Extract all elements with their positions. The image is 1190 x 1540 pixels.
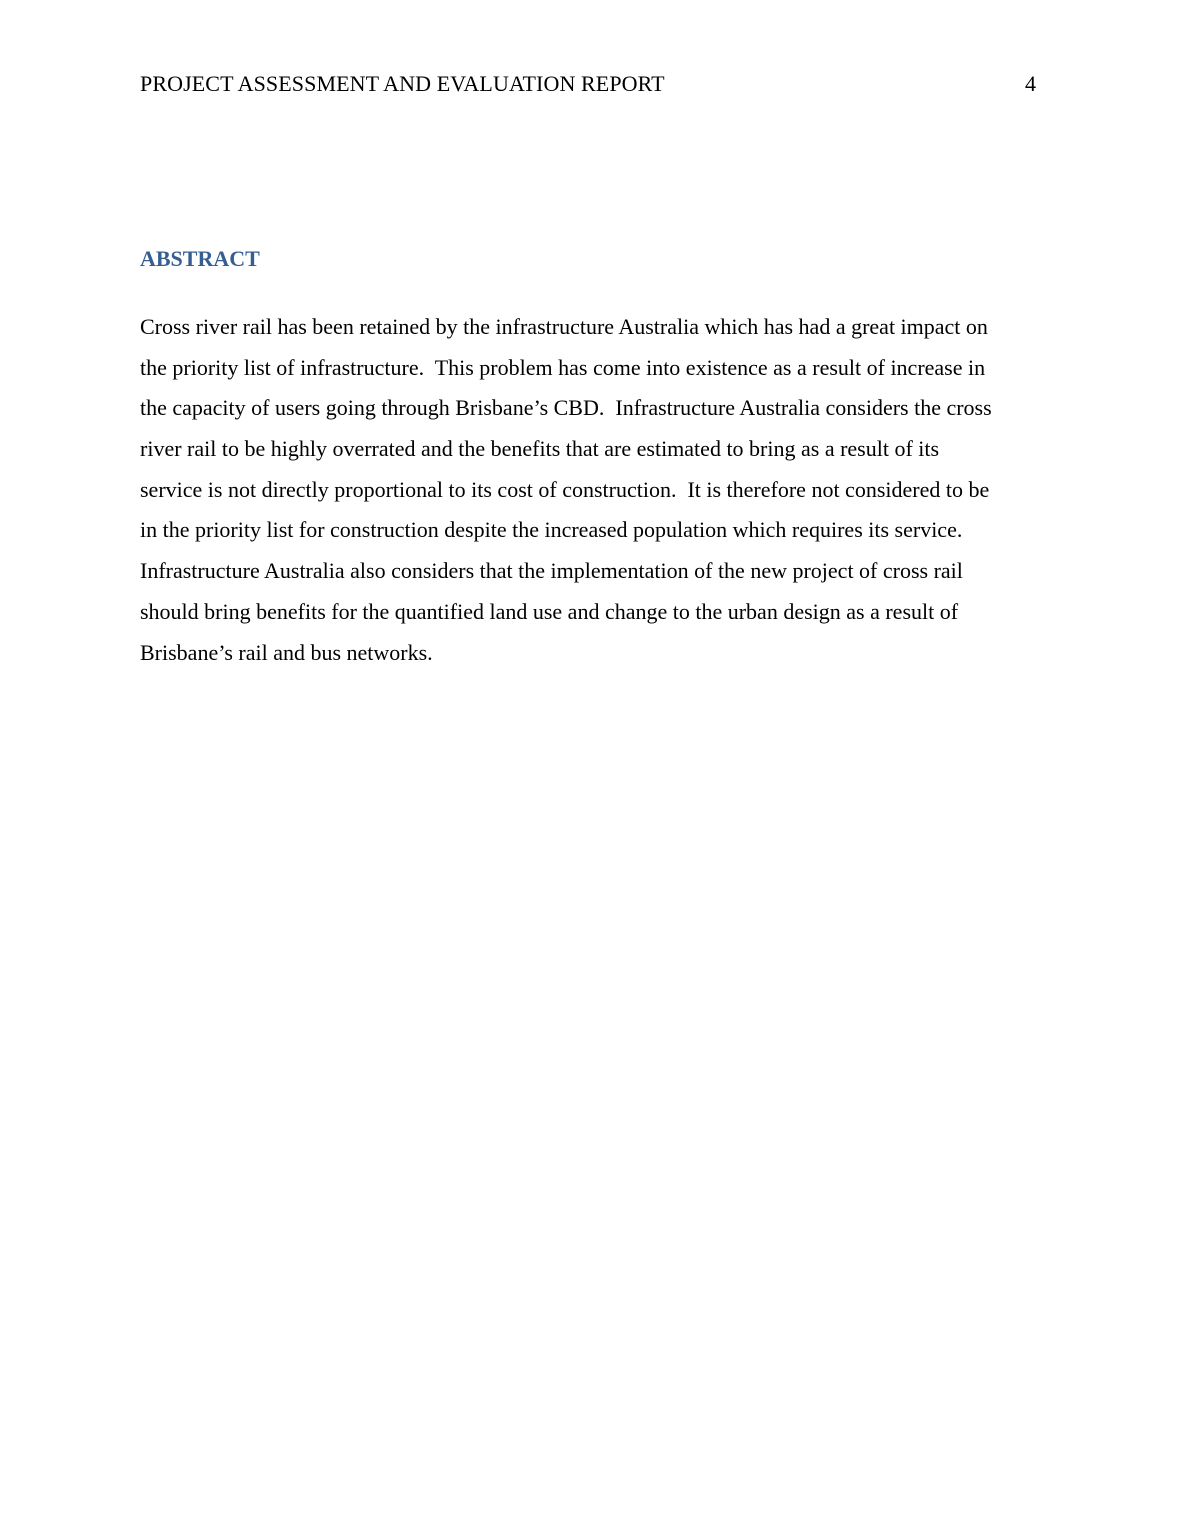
abstract-line: Brisbane’s rail and bus networks. [140,639,433,665]
abstract-line: in the priority list for construction despite the increased population which requires its service. [140,517,963,543]
page-number: 4 [1025,71,1036,96]
abstract-body [140,300,1070,666]
abstract-line: service is not directly proportional to its cost of construction. It is therefore not considered to be [140,476,990,502]
abstract-line: Infrastructure Australia also considers that the implementation of the new project of cross rail [140,558,963,584]
abstract-line: should bring benefits for the quantified land use and change to the urban design as a result of [140,598,959,624]
abstract-line: the priority list of infrastructure. This problem has come into existence as a result of increase in [140,354,986,380]
abstract-line: river rail to be highly overrated and the benefits that are estimated to bring as a result of its [140,436,940,462]
abstract-heading: ABSTRACT [140,246,260,271]
abstract-line: Cross river rail has been retained by the infrastructure Australia which has had a great impact on [140,314,988,339]
running-head: PROJECT ASSESSMENT AND EVALUATION REPORT [140,71,665,96]
abstract-line: the capacity of users going through Brisbane’s CBD. Infrastructure Australia considers the cross [140,395,992,421]
